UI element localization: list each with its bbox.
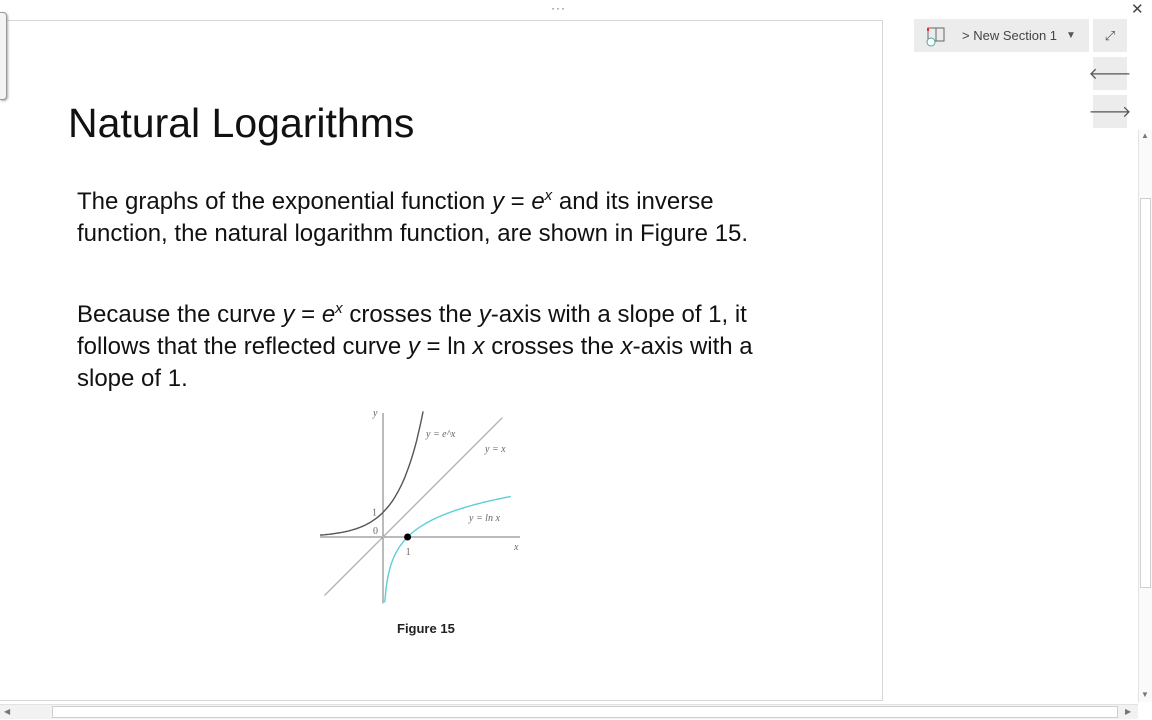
forward-button[interactable]: [1088, 95, 1132, 128]
label-exp: y = e^x: [426, 429, 456, 440]
close-icon[interactable]: ✕: [1131, 1, 1144, 18]
scroll-left-icon[interactable]: ◀: [4, 707, 11, 716]
label-ln: y = ln x: [469, 513, 500, 524]
section-selector[interactable]: [914, 19, 1089, 52]
x-tick-1: 1: [405, 547, 411, 558]
expand-icon: ⤢: [1104, 27, 1116, 43]
horizontal-scroll-thumb[interactable]: [52, 706, 1118, 718]
x-axis-label: x: [514, 542, 519, 553]
paragraph-1: The graphs of the exponential function $y = e^x$ and its inverse function, the natural logarithm function, are shown in Figure 15.: [77, 187, 749, 247]
notebook-icon: [926, 27, 946, 45]
point-1-0: [404, 534, 411, 541]
paragraph-2: Because the curve $y = e^x$ crosses the y-axis with a slope of 1, it follows that the reflected curve y = ln x crosses the x-axis with a slope of 1.: [77, 300, 753, 392]
origin-label: 0: [373, 526, 378, 537]
curve-identity: [325, 418, 503, 596]
page-title: Natural Logarithms: [68, 100, 415, 146]
arrow-right-icon: 🡒: [1088, 104, 1132, 121]
expand-button[interactable]: [1093, 19, 1127, 52]
back-button[interactable]: [1088, 57, 1132, 90]
scroll-down-icon[interactable]: ▼: [1141, 690, 1149, 699]
more-options-icon[interactable]: ···: [551, 1, 566, 15]
vertical-scrollbar[interactable]: [1138, 130, 1152, 702]
y-tick-1: 1: [372, 507, 377, 519]
section-label: > New Section 1: [962, 28, 1058, 43]
figure-caption: Figure 15: [397, 621, 455, 636]
y-axis-label: y: [373, 408, 378, 420]
horizontal-scrollbar[interactable]: [0, 704, 1138, 719]
scroll-up-icon[interactable]: ▲: [1141, 131, 1149, 140]
label-identity: y = x: [485, 444, 506, 455]
chevron-down-icon: ▼: [1066, 30, 1076, 41]
scroll-right-icon[interactable]: ▶: [1125, 707, 1132, 716]
arrow-left-icon: 🡐: [1088, 66, 1132, 83]
vertical-scroll-thumb[interactable]: [1140, 198, 1151, 588]
